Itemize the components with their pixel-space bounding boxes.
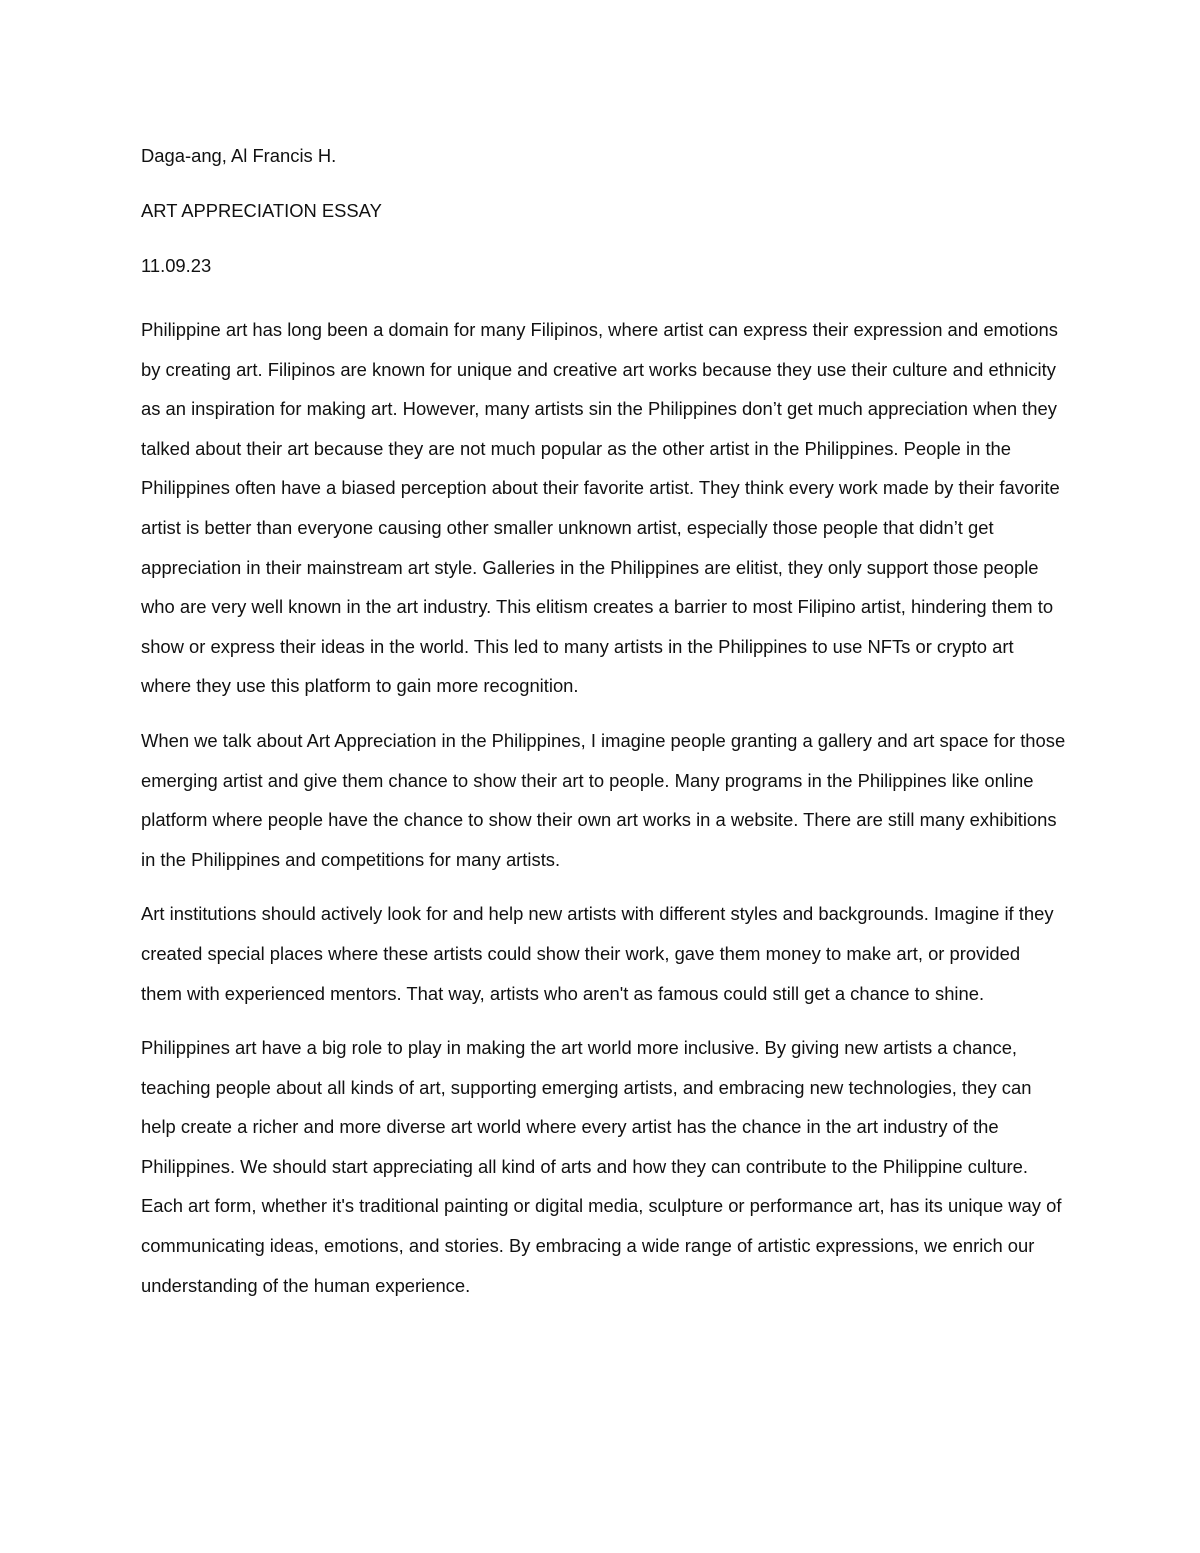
paragraph-2: When we talk about Art Appreciation in the Philippines, I imagine people granting a gallery and art space for those emerging artist and give them chance to show their art to people. Many programs in the Philippines like online platform where people have the chance to show their own art works in a website. There are still many exhibitions in the Philippines and competitions for many artists. xyxy=(141,729,1066,870)
paragraph-4: Philippines art have a big role to play in making the art world more inclusive. By giving new artists a chance, teaching people about all kinds of art, supporting emerging artists, and embracing new technologies, they can help create a richer and more diverse art world where every artist has the chance in the art industry of the Philippines. We should start appreciating all kind of arts and how they can contribute to the Philippine culture. Each art form, whether it's traditional painting or digital media, sculpture or performance art, has its unique way of communicating ideas, emotions, and stories. By embracing a wide range of artistic expressions, we enrich our understanding of the human experience. xyxy=(141,1037,1062,1296)
paragraph-1: Philippine art has long been a domain for many Filipinos, where artist can express their expression and emotions by creating art. Filipinos are known for unique and creative art works because they use their culture and ethnicity as an inspiration for making art. However, many artists sin the Philippines don’t get much appreciation when they talked about their art because they are not much popular as the other artist in the Philippines. People in the Philippines often have a biased perception about their favorite artist. They think every work made by their favorite artist is better than everyone causing other smaller unknown artist, especially those people that didn’t get appreciation in their mainstream art style. Galleries in the Philippines are elitist, they only support those people who are very well known in the art industry. This elitism creates a barrier to most Filipino artist, hindering them to show or express their ideas in the world. This led to many artists in the Philippines to use NFTs or crypto art where they use this platform to gain more recognition. xyxy=(141,319,1060,697)
author-name: Daga-ang, Al Francis H. xyxy=(141,145,337,166)
document-body xyxy=(141,145,1066,1320)
essay-title: ART APPRECIATION ESSAY xyxy=(141,200,382,221)
paragraph-3: Art institutions should actively look for and help new artists with different styles and backgrounds. Imagine if they created special places where these artists could show their work, gave them money to make art, or provided them with experienced mentors. That way, artists who aren't as famous could still get a chance to shine. xyxy=(141,903,1054,1004)
essay-date: 11.09.23 xyxy=(141,255,212,276)
